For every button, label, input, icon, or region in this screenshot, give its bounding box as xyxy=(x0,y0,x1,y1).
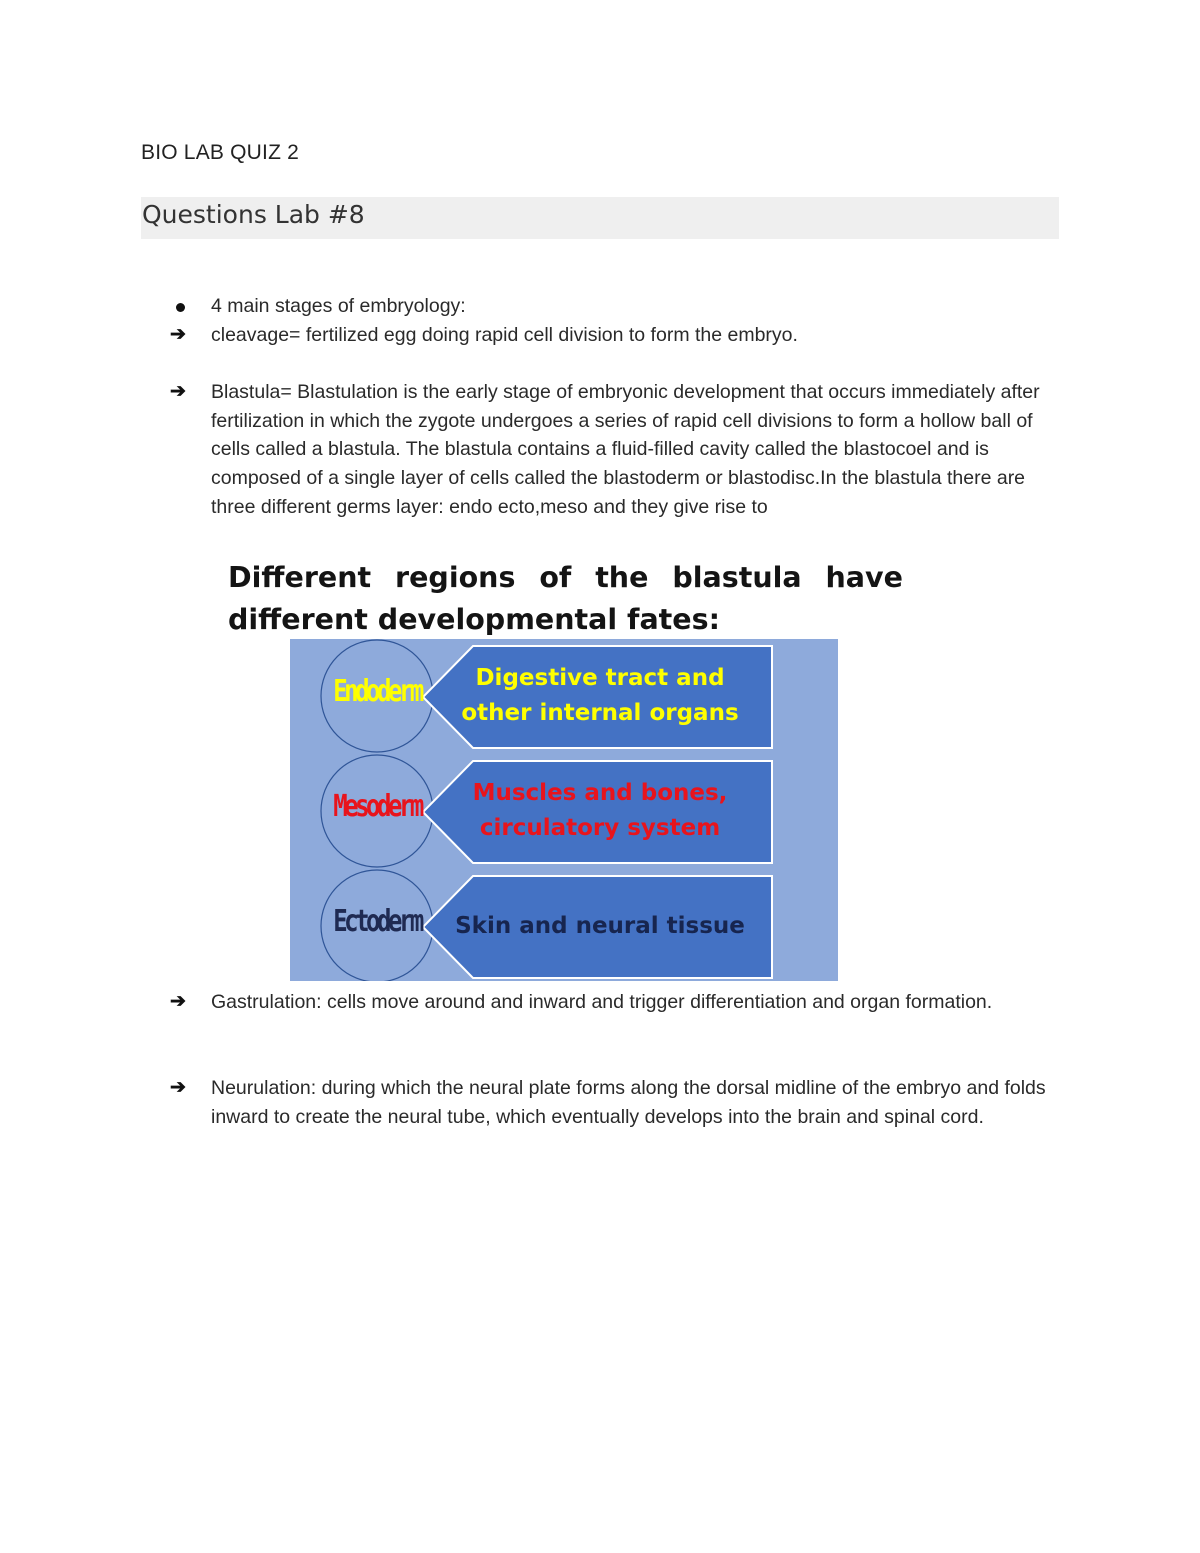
caption-word: of xyxy=(539,561,572,594)
mesoderm-label: Mesoderm xyxy=(333,788,421,824)
list-item-text: Gastrulation: cells move around and inward and trigger differentiation and organ formation. xyxy=(211,991,993,1013)
germ-layers-figure xyxy=(290,639,838,981)
mesoderm-fate-line: circulatory system xyxy=(479,815,721,841)
list-item-gastrulation xyxy=(170,988,1065,1017)
endoderm-fate-line: other internal organs xyxy=(461,700,739,726)
ectoderm-label: Ectoderm xyxy=(333,903,421,939)
list-item-neurulation xyxy=(170,1074,1065,1131)
mesoderm-fate-line: Muscles and bones, xyxy=(472,780,728,806)
caption-line-2: different developmental fates: xyxy=(228,603,721,636)
bullet-icon xyxy=(170,292,200,321)
section-heading-text: Questions Lab #8 xyxy=(142,200,365,229)
caption-word: blastula xyxy=(672,561,802,594)
list-item-blastula xyxy=(170,378,1065,522)
endoderm-label: Endoderm xyxy=(333,673,421,709)
caption-word: have xyxy=(825,561,903,594)
ectoderm-fate-line: Skin and neural tissue xyxy=(455,913,745,939)
list-item-stages xyxy=(170,292,1065,321)
list-item-cleavage xyxy=(170,321,1065,350)
arrow-icon: ➔ xyxy=(170,991,186,1012)
arrow-icon: ➔ xyxy=(170,324,186,345)
endoderm-fate-line: Digestive tract and xyxy=(475,665,725,691)
mesoderm-fate xyxy=(450,776,750,846)
caption-word: the xyxy=(595,561,649,594)
arrow-icon: ➔ xyxy=(170,1077,186,1098)
list-item-text: Blastula= Blastulation is the early stage of embryonic development that occurs immediately after fertilization in which the zygote undergoes a series of rapid cell divisions to form a hollow ball of cells called a blastula. The blastula contains a fluid-filled cavity called the blastocoel and is composed of a single layer of cells called the blastoderm or blastodisc.In the blastula there are three different germs layer: endo ecto,meso and they give rise to xyxy=(211,381,1040,518)
document-title: BIO LAB QUIZ 2 xyxy=(141,141,300,164)
endoderm-fate xyxy=(450,661,750,731)
ectoderm-fate xyxy=(450,909,750,944)
caption-word: Different xyxy=(228,561,372,594)
list-item-text: Neurulation: during which the neural plate forms along the dorsal midline of the embryo and folds inward to create the neural tube, which eventually develops into the brain and spinal cord. xyxy=(211,1077,1046,1128)
arrow-icon: ➔ xyxy=(170,381,186,402)
caption-word: regions xyxy=(395,561,516,594)
list-item-text: cleavage= fertilized egg doing rapid cell division to form the embryo. xyxy=(211,324,798,346)
section-heading xyxy=(141,197,1059,239)
figure-caption xyxy=(228,557,903,641)
list-item-text: 4 main stages of embryology: xyxy=(211,295,466,317)
